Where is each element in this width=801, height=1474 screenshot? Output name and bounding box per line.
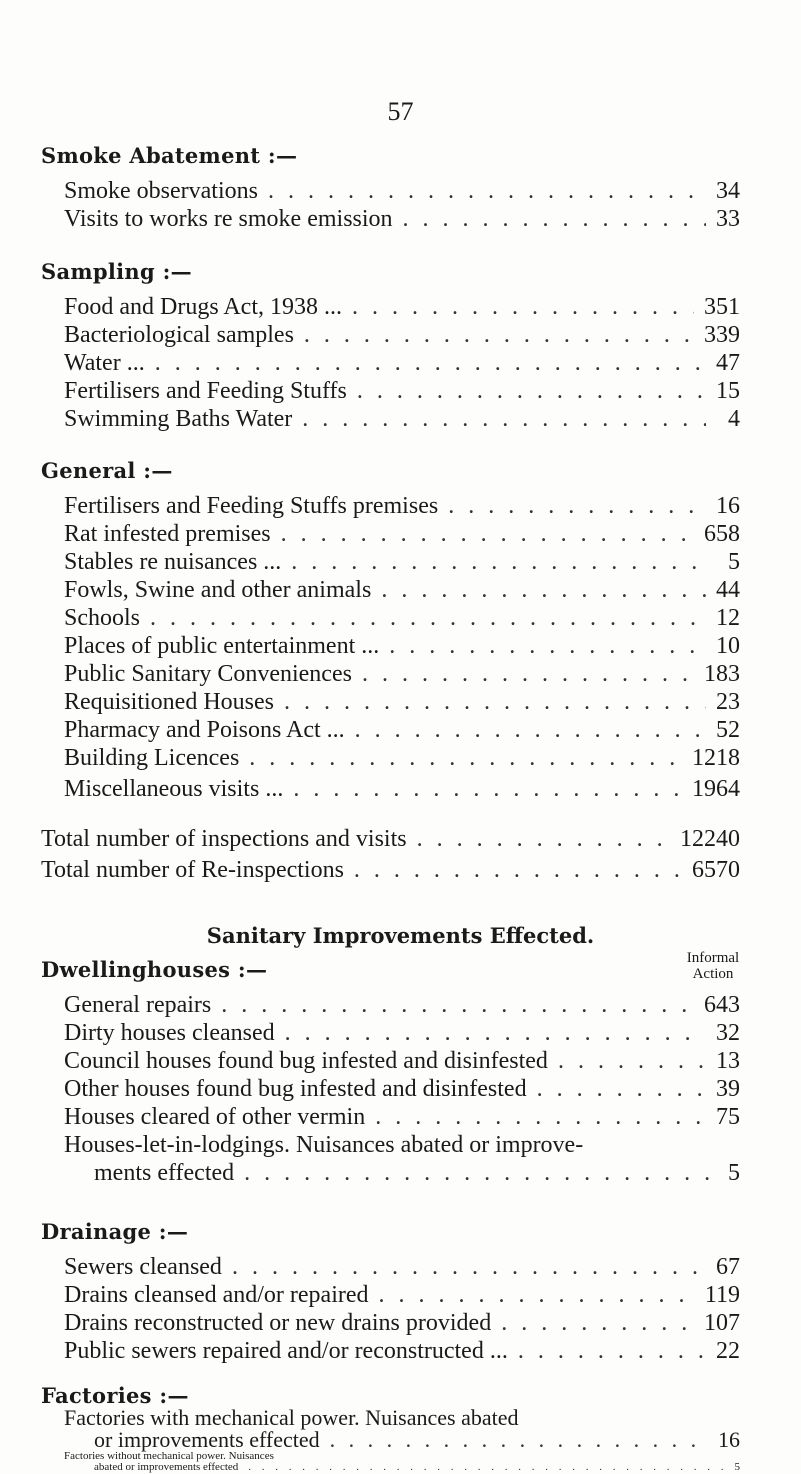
- improvements-title: Sanitary Improvements Effected.: [206, 923, 595, 948]
- table-row: [64, 377, 740, 405]
- row-label: Council houses found bug infested and disinfested: [64, 1048, 548, 1074]
- table-row: [64, 1019, 740, 1047]
- row-label: Fertilisers and Feeding Stuffs premises: [64, 493, 439, 519]
- row-label: Drains cleansed and/or repaired: [64, 1282, 369, 1308]
- leader-dots: [249, 744, 682, 772]
- table-row: [64, 991, 740, 1019]
- row-value: 12: [716, 605, 740, 631]
- row-value: 5: [734, 1461, 740, 1473]
- leader-dots: [375, 1103, 706, 1131]
- leader-dots: [362, 660, 694, 688]
- factories-heading: Factories :—: [41, 1383, 189, 1408]
- table-row: [64, 604, 740, 632]
- leader-dots: [537, 1075, 706, 1103]
- row-label: Rat infested premises: [64, 521, 271, 547]
- row-value: 107: [704, 1310, 740, 1336]
- drainage-heading: Drainage :—: [41, 1219, 189, 1244]
- table-row: [64, 716, 740, 744]
- row-label: Public sewers repaired and/or reconstructed ...: [64, 1338, 508, 1364]
- row-label-line2: abated or improvements effected: [94, 1461, 239, 1473]
- table-row: [64, 1075, 740, 1103]
- dwellinghouses-heading: Dwellinghouses :—: [41, 957, 268, 982]
- leader-dots: [501, 1309, 694, 1337]
- row-label: Water ...: [64, 350, 145, 376]
- table-row: [64, 660, 740, 688]
- leader-dots: [403, 205, 706, 233]
- leader-dots: [232, 1253, 706, 1281]
- table-row: [64, 177, 740, 205]
- row-label: Swimming Baths Water: [64, 406, 293, 432]
- row-label: Dirty houses cleansed: [64, 1020, 275, 1046]
- row-label: Schools: [64, 605, 141, 631]
- leader-dots: [291, 548, 706, 576]
- row-value: 67: [716, 1254, 740, 1280]
- row-value: 10: [716, 633, 740, 659]
- leader-dots: [389, 632, 706, 660]
- table-row: [64, 1103, 740, 1131]
- row-label-line1: Houses-let-in-lodgings. Nuisances abated or improve-: [64, 1132, 584, 1158]
- leader-dots: [354, 856, 682, 884]
- row-label: Places of public entertainment ...: [64, 633, 380, 659]
- sampling-heading: Sampling :—: [41, 259, 192, 284]
- row-label: Pharmacy and Poisons Act ...: [64, 717, 345, 743]
- row-label-line2: ments effected: [94, 1160, 235, 1186]
- leader-dots: [352, 293, 694, 321]
- row-value: 32: [716, 1020, 740, 1046]
- factories-row-2: [64, 1451, 740, 1473]
- row-value: 339: [704, 322, 740, 348]
- general-heading: General :—: [41, 458, 173, 483]
- table-row: [64, 520, 740, 548]
- table-row: [64, 205, 740, 233]
- row-value: 33: [716, 206, 740, 232]
- row-label-line1: Factories without mechanical power. Nuisances: [64, 1450, 274, 1462]
- row-label: Food and Drugs Act, 1938 ...: [64, 294, 342, 320]
- informal-header-line2: Action: [692, 966, 734, 982]
- leader-dots: [268, 177, 706, 205]
- row-value: 5: [728, 1160, 740, 1186]
- leader-dots: [558, 1047, 706, 1075]
- row-label: Houses cleared of other vermin: [64, 1104, 366, 1130]
- row-label: Fertilisers and Feeding Stuffs: [64, 378, 347, 404]
- leader-dots: [281, 520, 694, 548]
- row-label: Smoke observations: [64, 178, 258, 204]
- row-label-line1: Factories with mechanical power. Nuisances abated: [64, 1405, 519, 1430]
- leader-dots: [448, 492, 706, 520]
- total-row: [41, 825, 740, 853]
- row-label: Miscellaneous visits ...: [64, 776, 284, 802]
- leader-dots: [248, 1462, 724, 1473]
- row-label-line2: or improvements effected: [94, 1427, 320, 1452]
- row-value: 44: [716, 577, 740, 603]
- row-value: 13: [716, 1048, 740, 1074]
- row-value: 12240: [680, 826, 740, 852]
- row-value: 119: [704, 1282, 740, 1308]
- row-label: Total number of inspections and visits: [41, 826, 407, 852]
- row-label: Public Sanitary Conveniences: [64, 661, 352, 687]
- row-label: General repairs: [64, 992, 212, 1018]
- leader-dots: [244, 1159, 718, 1187]
- row-value: 34: [716, 178, 740, 204]
- leader-dots: [285, 1019, 706, 1047]
- table-row: [64, 576, 740, 604]
- table-row: [64, 321, 740, 349]
- row-value: 658: [704, 521, 740, 547]
- leader-dots: [150, 604, 706, 632]
- row-label: Drains reconstructed or new drains provided: [64, 1310, 492, 1336]
- row-label: Stables re nuisances ...: [64, 549, 282, 575]
- table-row: [64, 1337, 740, 1365]
- table-row: [64, 492, 740, 520]
- row-value: 22: [716, 1338, 740, 1364]
- table-row: [64, 405, 740, 433]
- row-value: 351: [704, 294, 740, 320]
- table-row: [64, 688, 740, 716]
- row-value: 6570: [692, 857, 740, 883]
- row-value: 39: [716, 1076, 740, 1102]
- row-value: 643: [704, 992, 740, 1018]
- row-label: Fowls, Swine and other animals: [64, 577, 372, 603]
- leader-dots: [293, 775, 682, 803]
- row-value: 4: [728, 406, 740, 432]
- informal-action-header: [676, 950, 750, 982]
- leader-dots: [221, 991, 694, 1019]
- table-row: [64, 632, 740, 660]
- row-value: 52: [716, 717, 740, 743]
- page-number: 57: [387, 97, 414, 126]
- leader-dots: [330, 1429, 708, 1451]
- row-label: Other houses found bug infested and disinfested: [64, 1076, 527, 1102]
- row-value: 16: [716, 493, 740, 519]
- leader-dots: [304, 321, 694, 349]
- row-value: 1964: [692, 776, 740, 802]
- row-value: 16: [718, 1427, 740, 1452]
- total-row: [41, 856, 740, 884]
- row-label: Total number of Re-inspections: [41, 857, 344, 883]
- row-label: Sewers cleansed: [64, 1254, 222, 1280]
- factories-row-1: [64, 1407, 740, 1451]
- leader-dots: [284, 688, 706, 716]
- row-value: 75: [716, 1104, 740, 1130]
- row-value: 23: [716, 689, 740, 715]
- table-row: [64, 775, 740, 803]
- table-row: [64, 1253, 740, 1281]
- row-value: 1218: [692, 745, 740, 771]
- table-row: [64, 1047, 740, 1075]
- leader-dots: [155, 349, 706, 377]
- table-row: [64, 293, 740, 321]
- smoke-abatement-heading: Smoke Abatement :—: [41, 143, 298, 168]
- leader-dots: [417, 825, 670, 853]
- row-value: 5: [728, 549, 740, 575]
- informal-header-line1: Informal: [686, 950, 740, 966]
- lodgings-row: [64, 1131, 740, 1187]
- row-label: Building Licences: [64, 745, 240, 771]
- row-value: 15: [716, 378, 740, 404]
- leader-dots: [379, 1281, 695, 1309]
- row-label: Visits to works re smoke emission: [64, 206, 393, 232]
- table-row: [64, 349, 740, 377]
- table-row: [64, 1309, 740, 1337]
- leader-dots: [302, 405, 706, 433]
- leader-dots: [357, 377, 706, 405]
- row-label: Requisitioned Houses: [64, 689, 274, 715]
- leader-dots: [355, 716, 706, 744]
- table-row: [64, 744, 740, 772]
- row-value: 47: [716, 350, 740, 376]
- row-value: 183: [704, 661, 740, 687]
- row-label: Bacteriological samples: [64, 322, 294, 348]
- table-row: [64, 1281, 740, 1309]
- table-row: [64, 548, 740, 576]
- leader-dots: [381, 576, 706, 604]
- leader-dots: [518, 1337, 706, 1365]
